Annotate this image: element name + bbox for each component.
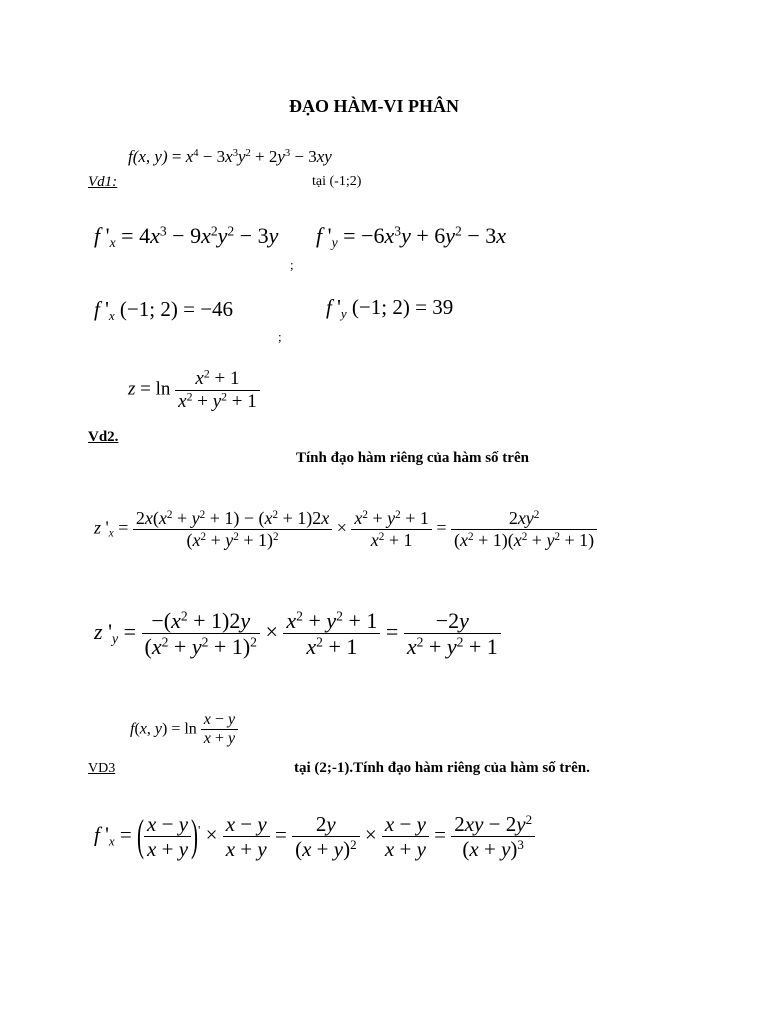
vd3-instruction: tại (2;-1).Tính đạo hàm riêng của hàm số trên. xyxy=(294,760,590,776)
fy-value: 39 xyxy=(432,295,454,319)
semicolon: ; xyxy=(278,329,282,344)
vd3-fx-derivative: f '$_x$ = ( $\frac{x - y}{x + y}$ )' × $\frac{x - y}{x + y}$ = $\frac{2y}{(x + y)^2}$ × $\frac{x - y}{x + y}$ = $\frac{2xy - 2y^2}{(x + y)^3}$ xyxy=(94,812,535,861)
vd1-fx-derivative: f '$_x = 4x^3 - 9x^2y^2 - 3y$ xyxy=(94,223,279,251)
vd1-fy-value: f '$_y$ (−1; 2) = 39 xyxy=(326,295,454,321)
vd2-zy-derivative: z '$_y$ = $\frac{-(x^2 + 1)2y}{(x^2 + y^2 + 1)^2}$ × $\frac{x^2 + y^2 + 1}{x^2 + 1}$ = $\frac{-2y}{x^2 + y^2 + 1}$ xyxy=(94,608,501,660)
vd2-function: z = ln $\frac{x^2 + 1}{x^2 + y^2 + 1}$ xyxy=(128,368,260,413)
vd2-instruction: Tính đạo hàm riêng của hàm số trên xyxy=(296,450,529,466)
vd1-function: f(x, $y) = x^4 - 3x^3y^2 + 2y^3 - 3xy$ xyxy=(128,147,332,166)
vd1-fx-value: f '$_x$ (−1; 2) = −46 xyxy=(94,297,234,323)
page-title: ĐẠO HÀM-VI PHÂN xyxy=(289,96,459,116)
semicolon: ; xyxy=(290,257,294,272)
vd1-point: tại (-1;2) xyxy=(312,174,362,189)
vd3-function: f(x, y) = ln $\frac{x - y}{x + y}$ xyxy=(130,711,238,749)
vd1-fy-derivative: f '$_y = -6x^3y + 6y^2 - 3x$ xyxy=(316,223,507,251)
vd2-label: Vd2. xyxy=(88,429,119,445)
vd1-function-lhs: f(x, y) xyxy=(128,147,168,166)
fx-value: −46 xyxy=(200,297,234,321)
vd3-label: VD3 xyxy=(88,761,116,776)
vd2-zx-derivative: z '$_x$ = $\frac{2x(x^2 + y^2 + 1) - (x^2 + 1)2x}{(x^2 + y^2 + 1)^2}$ × $\frac{x^2 + y^2 + 1}{x^2 + 1}$ = $\frac{2xy^2}{(x^2 + 1)(x^2 + y^2 + 1)}$ xyxy=(94,508,597,550)
vd1-label: Vd1: xyxy=(88,174,118,190)
